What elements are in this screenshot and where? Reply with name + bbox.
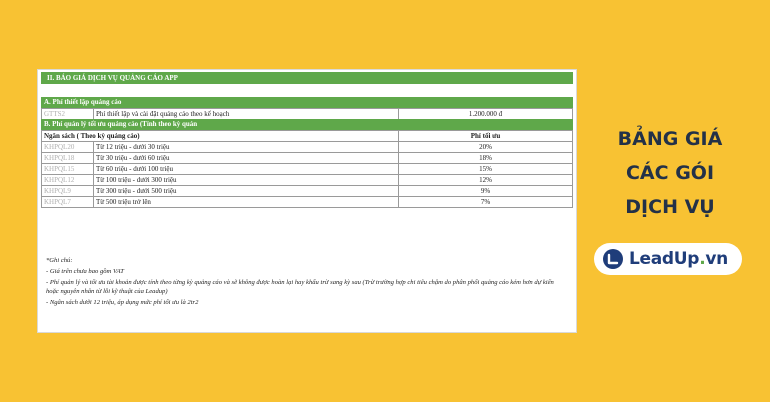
leadup-logo-badge[interactable] — [594, 243, 742, 275]
logo-tld: vn — [705, 249, 728, 269]
banner-heading-line1: BẢNG GIÁ — [617, 128, 723, 150]
section-a-title: A. Phí thiết lập quảng cáo — [41, 97, 573, 108]
banner-heading-line3: DỊCH VỤ — [625, 196, 715, 218]
header-fee: Phí tối ưu — [399, 131, 573, 142]
logo-wordmark — [629, 249, 728, 269]
row-code: KHPQL7 — [42, 197, 94, 208]
row-fee: 18% — [399, 153, 573, 164]
section-b-title: B. Phí quản lý tối ưu quảng cáo (Tính theo kỳ quản — [41, 119, 573, 130]
table-row — [42, 186, 573, 197]
row-code: GTTS2 — [42, 109, 94, 120]
row-range: Từ 100 triệu - dưới 300 triệu — [94, 175, 399, 186]
row-code: KHPQL12 — [42, 175, 94, 186]
note-item: - Phí quản lý và tối ưu tài khoản được tính theo từng kỳ quảng cáo và sẽ không được hoàn lại hay khấu trừ sang kỳ sau (Trừ trường hợp chi tiêu chậm do phân phối quảng cáo kém hơn dự kiến hoặc nguyên nhân từ lỗi kỹ thuật của Leadup) — [46, 279, 554, 295]
row-fee: 20% — [399, 142, 573, 153]
table-row — [42, 197, 573, 208]
row-fee: 12% — [399, 175, 573, 186]
section-b-table — [41, 130, 573, 208]
document-title: II. BÁO GIÁ DỊCH VỤ QUẢNG CÁO APP — [41, 72, 573, 84]
row-code: KHPQL15 — [42, 164, 94, 175]
row-range: Từ 60 triệu - dưới 100 triệu — [94, 164, 399, 175]
row-description: Phí thiết lập và cài đặt quảng cáo theo kế hoạch — [94, 109, 399, 120]
row-code: KHPQL18 — [42, 153, 94, 164]
table-header-row — [42, 131, 573, 142]
row-range: Từ 12 triệu - dưới 30 triệu — [94, 142, 399, 153]
table-row — [42, 153, 573, 164]
table-row — [42, 164, 573, 175]
row-fee: 7% — [399, 197, 573, 208]
row-price: 1.200.000 đ — [399, 109, 573, 120]
logo-main: LeadUp — [629, 249, 700, 269]
notes-title: *Ghi chú: — [46, 257, 73, 264]
logo-dot: . — [699, 249, 706, 269]
banner-heading-line2: CÁC GÓI — [625, 162, 715, 184]
row-range: Từ 500 triệu trở lên — [94, 197, 399, 208]
row-code: KHPQL9 — [42, 186, 94, 197]
notes — [46, 256, 568, 309]
row-range: Từ 300 triệu - dưới 500 triệu — [94, 186, 399, 197]
note-item: - Ngân sách dưới 12 triệu, áp dụng mức phí tối ưu là 2tr2 — [46, 299, 199, 306]
price-sheet — [38, 70, 576, 332]
row-range: Từ 30 triệu - dưới 60 triệu — [94, 153, 399, 164]
header-budget: Ngân sách ( Theo kỳ quảng cáo) — [42, 131, 399, 142]
leadup-logo-icon — [603, 249, 623, 269]
row-fee: 9% — [399, 186, 573, 197]
table-row — [42, 175, 573, 186]
row-code: KHPQL20 — [42, 142, 94, 153]
table-row — [42, 109, 573, 120]
row-fee: 15% — [399, 164, 573, 175]
note-item: - Giá trên chưa bao gồm VAT — [46, 268, 124, 275]
table-row — [42, 142, 573, 153]
